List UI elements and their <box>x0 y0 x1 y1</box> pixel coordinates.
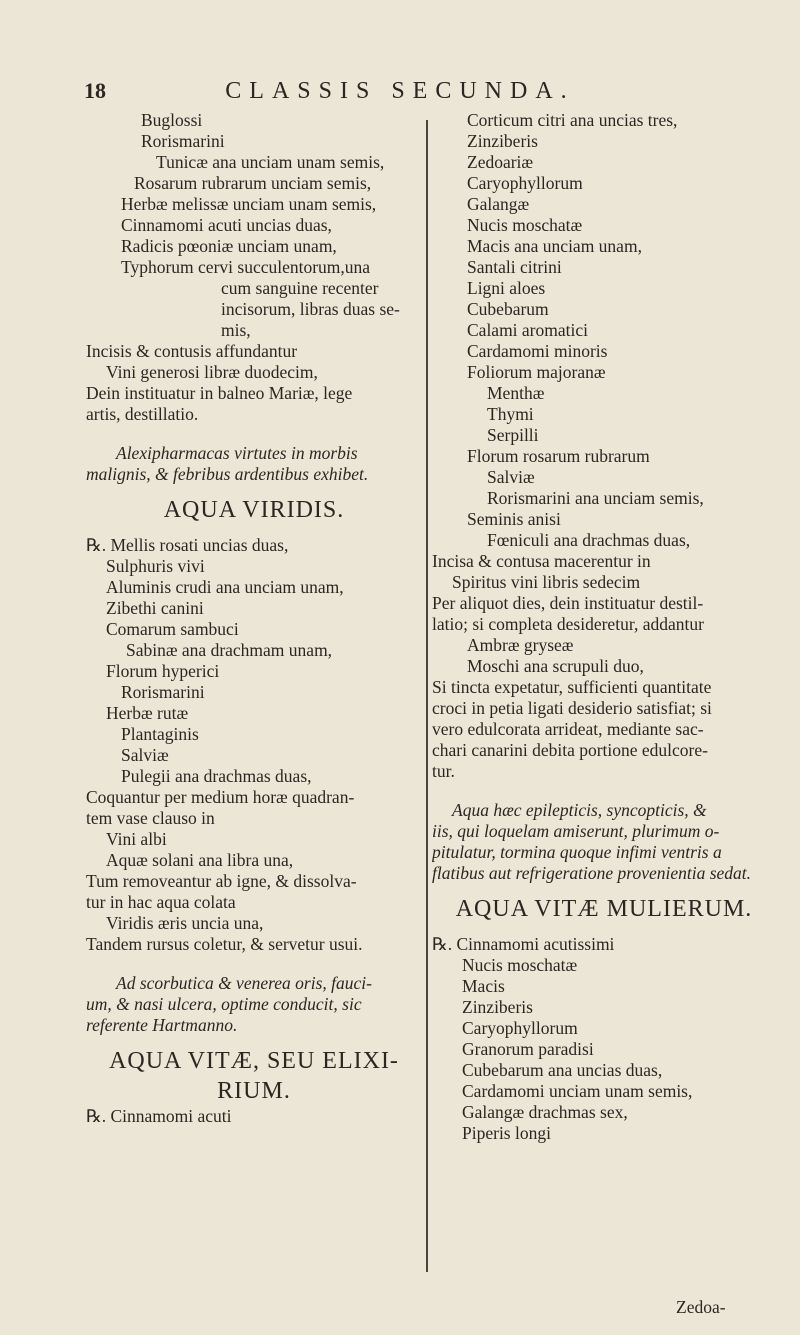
text-line: Foliorum majoranæ <box>467 362 606 382</box>
text-line: Serpilli <box>487 425 539 445</box>
text-line: Comarum sambuci <box>106 619 239 639</box>
text-line: Caryophyllorum <box>467 173 583 193</box>
section-heading: RIUM. <box>217 1078 291 1104</box>
text-line: Cinnamomi acuti uncias duas, <box>121 215 332 235</box>
text-line: Tunicæ ana unciam unam semis, <box>156 152 385 172</box>
spacer <box>86 425 422 443</box>
left-column <box>86 110 422 1127</box>
text-line: Pulegii ana drachmas duas, <box>121 766 312 786</box>
spacer <box>432 924 776 934</box>
text-line: Alexipharmacas virtutes in morbis <box>116 443 358 463</box>
running-head: CLASSIS SECUNDA. <box>225 78 575 104</box>
page-number: 18 <box>84 78 106 103</box>
text-line: Buglossi <box>141 110 203 130</box>
text-line: tem vase clauso in <box>86 808 215 828</box>
text-line: ℞. Cinnamomi acuti <box>86 1106 232 1126</box>
text-line: Seminis anisi <box>467 509 561 529</box>
text-line: um, & nasi ulcera, optime conducit, sic <box>86 994 362 1014</box>
text-line: Caryophyllorum <box>462 1018 578 1038</box>
text-line: Dein instituatur in balneo Mariæ, lege <box>86 383 353 403</box>
text-line: tur in hac aqua colata <box>86 892 236 912</box>
text-line: Typhorum cervi succulentorum,una <box>121 257 371 277</box>
text-line: Coquantur per medium horæ quadran- <box>86 787 355 807</box>
section-heading: AQUA VITÆ MULIERUM. <box>455 896 753 922</box>
text-line: Rorismarini <box>141 131 225 151</box>
text-line: Tandem rursus coletur, & servetur usui. <box>86 934 363 954</box>
text-line: tur. <box>432 761 455 781</box>
text-line: Florum hyperici <box>106 661 220 681</box>
spacer <box>432 884 776 894</box>
text-line: Rorismarini <box>121 682 205 702</box>
text-line: Ambræ gryseæ <box>467 635 574 655</box>
text-line: Plantaginis <box>121 724 199 744</box>
text-line: artis, destillatio. <box>86 404 199 424</box>
text-line: Vini albi <box>106 829 167 849</box>
text-line: Corticum citri ana uncias tres, <box>467 110 678 130</box>
spacer <box>86 485 422 495</box>
text-line: Zinziberis <box>467 131 538 151</box>
text-line: croci in petia ligati desiderio satisfiat; si <box>432 698 712 718</box>
text-line: Aquæ solani ana libra una, <box>106 850 294 870</box>
text-line: referente Hartmanno. <box>86 1015 238 1035</box>
text-line: Radicis pœoniæ unciam unam, <box>121 236 337 256</box>
text-line: Salviæ <box>487 467 535 487</box>
spacer <box>432 782 776 800</box>
text-line: ℞. Cinnamomi acutissimi <box>432 934 615 954</box>
column-divider <box>426 120 428 1272</box>
text-line: Galangæ drachmas sex, <box>462 1102 628 1122</box>
text-line: Santali citrini <box>467 257 562 277</box>
text-line: Menthæ <box>487 383 545 403</box>
text-line: Herbæ melissæ unciam unam semis, <box>121 194 377 214</box>
text-line: Zibethi canini <box>106 598 204 618</box>
text-line: Spiritus vini libris sedecim <box>452 572 641 592</box>
text-line: Rorismarini ana unciam semis, <box>487 488 704 508</box>
text-line: Zedoariæ <box>467 152 534 172</box>
text-line: vero edulcorata arrideat, mediante sac- <box>432 719 704 739</box>
right-column <box>432 110 776 1144</box>
text-line: Cubebarum ana uncias duas, <box>462 1060 663 1080</box>
text-line: pitulatur, tormina quoque infimi ventris a <box>432 842 722 862</box>
spacer <box>86 525 422 535</box>
text-line: Piperis longi <box>462 1123 551 1143</box>
text-line: Fœniculi ana drachmas duas, <box>487 530 691 550</box>
text-line: Macis <box>462 976 505 996</box>
text-line: Ligni aloes <box>467 278 546 298</box>
text-line: Nucis moschatæ <box>467 215 583 235</box>
text-line: Moschi ana scrupuli duo, <box>467 656 644 676</box>
text-line: Rosarum rubrarum unciam semis, <box>134 173 372 193</box>
text-line: Zinziberis <box>462 997 533 1017</box>
catchword: Zedoa- <box>676 1297 726 1317</box>
text-line: Sulphuris vivi <box>106 556 205 576</box>
text-line: Granorum paradisi <box>462 1039 594 1059</box>
text-line: mis, <box>221 320 251 340</box>
text-line: Herbæ rutæ <box>106 703 189 723</box>
text-line: flatibus aut refrigeratione provenientia sedat. <box>432 863 752 883</box>
text-line: Cubebarum <box>467 299 549 319</box>
text-line: Cardamomi unciam unam semis, <box>462 1081 693 1101</box>
text-line: Tum removeantur ab igne, & dissolva- <box>86 871 357 891</box>
text-line: Aqua hæc epilepticis, syncopticis, & <box>452 800 707 820</box>
text-line: malignis, & febribus ardentibus exhibet. <box>86 464 369 484</box>
text-line: ℞. Mellis rosati uncias duas, <box>86 535 289 555</box>
text-line: Vini generosi libræ duodecim, <box>106 362 318 382</box>
section-heading: AQUA VIRIDIS. <box>163 497 345 523</box>
text-line: Macis ana unciam unam, <box>467 236 642 256</box>
section-heading: AQUA VITÆ, SEU ELIXI- <box>109 1048 399 1074</box>
text-line: Salviæ <box>121 745 169 765</box>
spacer <box>86 955 422 973</box>
text-line: Aluminis crudi ana unciam unam, <box>106 577 344 597</box>
text-line: Nucis moschatæ <box>462 955 578 975</box>
text-line: Calami aromatici <box>467 320 588 340</box>
text-line: Viridis æris uncia una, <box>106 913 264 933</box>
text-line: incisorum, libras duas se- <box>221 299 400 319</box>
text-line: Florum rosarum rubrarum <box>467 446 650 466</box>
text-line: Sabinæ ana drachmam unam, <box>126 640 333 660</box>
text-line: Incisis & contusis affundantur <box>86 341 298 361</box>
text-line: iis, qui loquelam amiserunt, plurimum o- <box>432 821 720 841</box>
text-line: Cardamomi minoris <box>467 341 608 361</box>
text-line: Thymi <box>487 404 534 424</box>
text-line: latio; si completa desideretur, addantur <box>432 614 704 634</box>
text-line: Si tincta expetatur, sufficienti quantitate <box>432 677 712 697</box>
spacer <box>86 1036 422 1046</box>
text-line: Ad scorbutica & venerea oris, fauci- <box>116 973 372 993</box>
text-line: cum sanguine recenter <box>221 278 379 298</box>
text-line: Incisa & contusa macerentur in <box>432 551 651 571</box>
text-line: Galangæ <box>467 194 530 214</box>
text-line: chari canarini debita portione edulcore- <box>432 740 708 760</box>
text-line: Per aliquot dies, dein instituatur destil- <box>432 593 704 613</box>
